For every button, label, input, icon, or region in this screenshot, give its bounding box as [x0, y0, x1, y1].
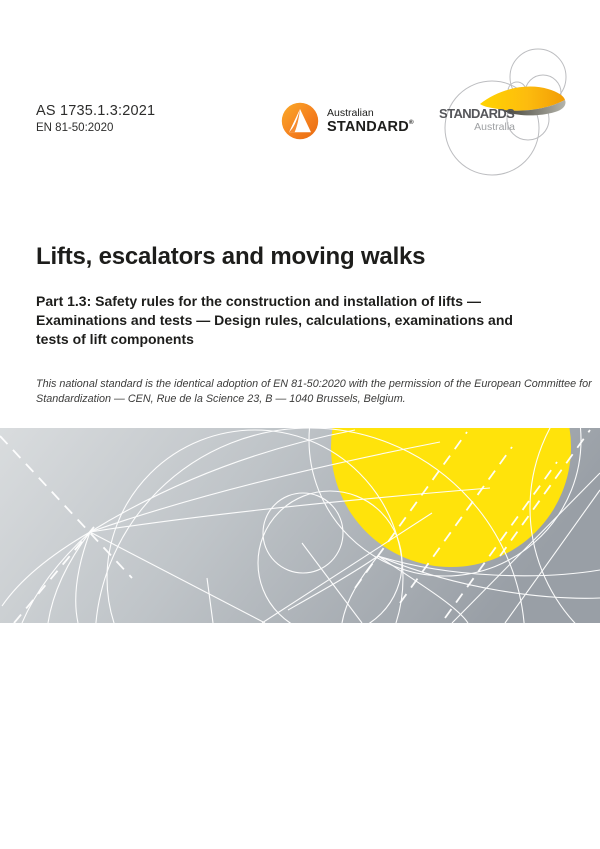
standard-number-block: [36, 103, 155, 134]
cover-art-band: [0, 428, 600, 623]
australian-standard-logo-text: [327, 108, 414, 134]
cover-subtitle-line: tests of lift components: [36, 331, 194, 347]
sa-logo-line2: Australia: [474, 121, 515, 133]
cover-art: [0, 428, 600, 623]
australian-standard-logo: [280, 101, 414, 141]
sa-logo-line1: STANDARDS: [439, 106, 515, 121]
australian-standard-logo-icon: [280, 101, 320, 141]
registered-mark: ®: [408, 118, 414, 126]
secondary-standard-number: EN 81-50:2020: [36, 122, 114, 134]
cover-subtitle-line: Examinations and tests — Design rules, calculations, examinations and: [36, 312, 513, 328]
cover-subtitle: [36, 292, 592, 349]
cover-title: Lifts, escalators and moving walks: [36, 243, 426, 270]
adoption-note-line: Standardization — CEN, Rue de la Science 23, B — 1040 Brussels, Belgium.: [36, 392, 406, 405]
adoption-note-line: This national standard is the identical adoption of EN 81-50:2020 with the permission of the European Committee for: [36, 378, 592, 390]
standards-australia-swoosh-icon: [428, 30, 600, 178]
cover-subtitle-line: Part 1.3: Safety rules for the construction and installation of lifts —: [36, 293, 481, 309]
as-logo-line1: Australian: [327, 107, 374, 119]
standard-number: AS 1735.1.3:2021: [36, 103, 156, 119]
standards-australia-logo-text: [439, 106, 515, 133]
adoption-note: [36, 377, 592, 406]
standards-australia-logo: [428, 30, 600, 178]
as-logo-line2: STANDARD®: [327, 118, 414, 135]
